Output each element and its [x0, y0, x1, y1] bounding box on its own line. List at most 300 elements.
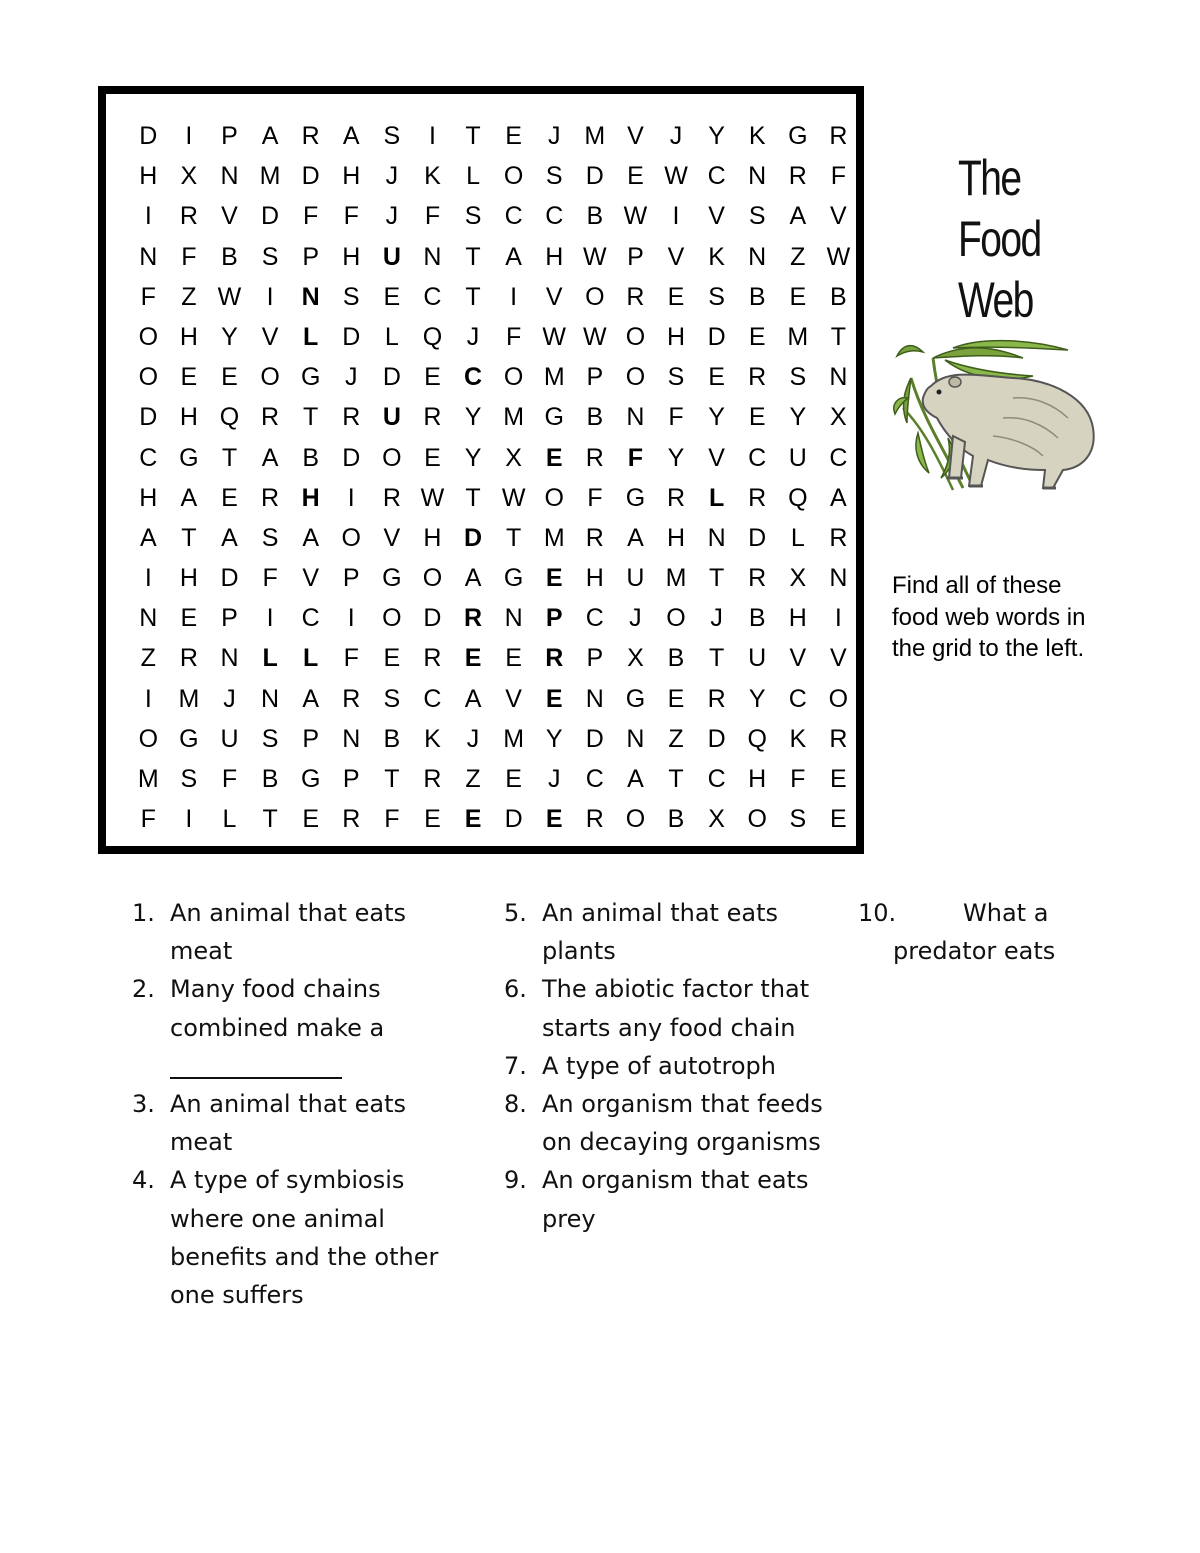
grid-letter: H	[423, 523, 442, 552]
grid-letter: H	[585, 564, 604, 593]
clue-number: 4.	[132, 1166, 155, 1195]
grid-letter: A	[789, 202, 807, 231]
grid-letter: E	[789, 282, 807, 311]
grid-letter: Z	[140, 644, 156, 673]
clue-number: 2.	[132, 975, 155, 1004]
grid-letter: I	[266, 604, 274, 633]
grid-letter: G	[625, 483, 646, 512]
grid-letter: E	[464, 644, 482, 673]
clue-number: 9.	[504, 1166, 527, 1195]
grid-letter: E	[830, 765, 847, 793]
grid-letter: I	[347, 604, 355, 633]
grid-letter: U	[748, 644, 767, 673]
clue-column-3	[858, 894, 1118, 970]
grid-letter: N	[220, 162, 239, 191]
grid-letter: J	[710, 604, 723, 633]
grid-letter: O	[625, 805, 646, 834]
grid-letter: L	[466, 162, 480, 191]
grid-letter: R	[423, 644, 442, 673]
grid-row	[128, 719, 859, 759]
clue-item-5	[504, 894, 824, 970]
grid-letter: R	[342, 684, 361, 713]
grid-letter: H	[139, 483, 158, 512]
grid-letter: L	[222, 805, 237, 834]
grid-letter: I	[144, 684, 152, 713]
grid-letter: W	[217, 282, 242, 311]
grid-letter: S	[667, 363, 685, 392]
grid-letter: M	[503, 724, 525, 753]
grid-letter: N	[139, 604, 158, 633]
grid-letter: I	[266, 282, 274, 311]
grid-letter: D	[139, 122, 158, 150]
grid-letter: A	[830, 483, 847, 512]
grid-letter: P	[302, 242, 320, 271]
grid-letter: F	[221, 765, 238, 793]
grid-letter: R	[666, 483, 686, 512]
grid-letter: S	[342, 282, 360, 311]
grid-letter: V	[830, 644, 847, 673]
grid-letter: J	[547, 122, 561, 150]
clue-text: A type of autotroph	[542, 1051, 776, 1080]
grid-letter: H	[179, 403, 198, 432]
grid-letter: W	[583, 322, 607, 351]
page-title	[958, 148, 1067, 331]
grid-letter: C	[585, 604, 604, 633]
grid-letter: I	[672, 202, 680, 231]
grid-letter: E	[383, 644, 401, 673]
grid-letter: O	[341, 523, 361, 552]
grid-letter: I	[144, 564, 152, 593]
clue-number: 1.	[132, 899, 155, 927]
grid-letter: C	[423, 684, 442, 713]
grid-letter: W	[623, 202, 648, 231]
grid-letter: K	[748, 122, 766, 150]
grid-letter: N	[626, 403, 645, 432]
grid-letter: F	[140, 282, 156, 311]
grid-letter: C	[139, 443, 158, 472]
grid-letter: M	[543, 523, 565, 552]
grid-letter: H	[179, 322, 198, 351]
grid-letter: X	[180, 162, 198, 191]
grid-letter: T	[465, 483, 481, 512]
grid-row	[128, 558, 859, 598]
grid-letter: H	[666, 523, 686, 552]
grid-letter: S	[180, 765, 198, 793]
grid-letter: N	[585, 684, 604, 713]
grid-letter: V	[545, 282, 563, 311]
grid-letter: X	[505, 443, 522, 472]
grid-letter: F	[303, 202, 319, 231]
grid-letter: I	[144, 202, 152, 231]
grid-letter: O	[382, 443, 402, 472]
grid-letter: G	[382, 564, 402, 593]
grid-letter: F	[384, 805, 400, 834]
grid-letter: W	[542, 322, 567, 351]
grid-letter: H	[545, 242, 564, 271]
title-line-3: Web	[958, 272, 1033, 328]
grid-letter: M	[503, 403, 525, 432]
grid-row	[128, 478, 859, 518]
grid-letter: O	[422, 564, 443, 593]
grid-letters	[128, 116, 859, 839]
grid-letter: I	[185, 122, 193, 150]
grid-letter: B	[748, 282, 766, 311]
grid-letter: I	[428, 122, 436, 150]
grid-letter: N	[748, 162, 767, 191]
grid-letter: D	[707, 724, 726, 753]
grid-letter: Q	[219, 403, 240, 432]
grid-letter: R	[585, 523, 604, 552]
grid-letter: B	[221, 242, 238, 271]
grid-letter: H	[342, 162, 361, 191]
grid-letter: Y	[708, 122, 725, 150]
grid-letter: W	[583, 242, 607, 271]
title-line-2: Food	[958, 211, 1041, 267]
grid-letter: J	[466, 724, 480, 753]
grid-letter: A	[302, 684, 320, 713]
grid-letter: D	[504, 805, 523, 834]
grid-letter: S	[789, 363, 807, 392]
grid-letter: P	[342, 765, 360, 793]
clue-text: A type of symbiosis where one animal benefits and the other one suffers	[170, 1166, 439, 1310]
rodent-illustration	[893, 338, 1103, 496]
grid-letter: R	[585, 805, 604, 834]
grid-letter: G	[179, 724, 199, 753]
grid-letter: R	[829, 724, 848, 753]
clue-text: An animal that eats plants	[542, 899, 778, 966]
grid-letter: E	[180, 604, 198, 633]
grid-letter: A	[302, 523, 320, 552]
grid-letter: P	[545, 604, 563, 633]
grid-letter: O	[503, 162, 524, 191]
grid-letter: A	[505, 242, 522, 271]
grid-letter: A	[180, 483, 198, 512]
grid-letter: A	[221, 523, 238, 552]
grid-letter: O	[503, 363, 524, 392]
grid-letter: B	[667, 644, 685, 673]
grid-letter: R	[342, 805, 361, 834]
grid-letter: B	[748, 604, 766, 633]
grid-letter: D	[301, 162, 320, 191]
grid-letter: E	[708, 363, 725, 392]
clue-text: An animal that eats meat	[170, 1090, 406, 1157]
grid-letter: V	[667, 242, 685, 271]
grid-letter: B	[667, 805, 685, 834]
grid-letter: D	[261, 202, 280, 231]
grid-letter: K	[708, 242, 725, 271]
grid-letter: N	[342, 724, 361, 753]
grid-letter: V	[383, 523, 401, 552]
grid-letter: F	[587, 483, 603, 512]
grid-row	[128, 357, 859, 397]
grid-letter: O	[138, 322, 159, 351]
grid-row	[128, 277, 859, 317]
grid-letter: P	[221, 604, 238, 633]
grid-letter: A	[261, 122, 279, 150]
title-line-1: The	[958, 150, 1021, 206]
grid-letter: R	[829, 122, 848, 150]
grid-letter: Y	[545, 724, 563, 753]
grid-letter: E	[424, 363, 441, 392]
grid-letter: P	[302, 724, 320, 753]
grid-letter: O	[585, 282, 605, 311]
grid-letter: J	[385, 162, 399, 191]
clue-text: What a predator eats	[893, 899, 1056, 966]
grid-letter: N	[829, 564, 848, 593]
grid-letter: T	[708, 564, 725, 593]
grid-letter: E	[545, 684, 563, 713]
clue-number: 6.	[504, 975, 527, 1004]
grid-letter: O	[138, 724, 159, 753]
clue-text: An animal that eats meat	[170, 899, 406, 966]
clue-column-2	[504, 894, 824, 1238]
grid-letter: W	[826, 242, 851, 271]
grid-letter: N	[220, 644, 239, 673]
grid-letter: C	[829, 443, 848, 472]
grid-letter: T	[221, 443, 238, 472]
clue-column-1	[132, 894, 462, 1314]
grid-letter: H	[179, 564, 198, 593]
grid-letter: R	[748, 363, 767, 392]
grid-letter: E	[830, 805, 847, 834]
grid-letter: C	[504, 202, 523, 231]
grid-letter: T	[465, 242, 481, 271]
grid-letter: E	[545, 564, 563, 593]
grid-letter: R	[464, 604, 483, 633]
grid-letter: D	[382, 363, 401, 392]
clue-number: 8.	[504, 1090, 527, 1119]
grid-letter: A	[342, 122, 360, 150]
grid-letter: F	[790, 765, 806, 793]
grid-letter: V	[302, 564, 320, 593]
grid-letter: C	[301, 604, 320, 633]
grid-letter: U	[382, 242, 401, 271]
grid-letter: D	[342, 322, 361, 351]
grid-letter: Y	[667, 443, 685, 472]
grid-letter: V	[627, 122, 644, 150]
grid-letter: R	[545, 644, 564, 673]
grid-letter: D	[585, 162, 604, 191]
grid-letter: D	[220, 564, 239, 593]
grid-letter: E	[180, 363, 198, 392]
grid-letter: E	[545, 443, 563, 472]
grid-letter: T	[303, 403, 319, 432]
grid-letter: F	[181, 242, 197, 271]
grid-letter: T	[262, 805, 278, 834]
grid-letter: E	[667, 684, 685, 713]
grid-letter: E	[424, 443, 441, 472]
clue-text: An organism that feeds on decaying organisms	[542, 1090, 823, 1157]
grid-letter: K	[424, 162, 441, 191]
grid-letter: Y	[789, 403, 807, 432]
grid-letter: T	[668, 765, 684, 793]
grid-letter: E	[545, 805, 563, 834]
grid-letter: O	[544, 483, 564, 512]
clue-number: 3.	[132, 1090, 155, 1118]
grid-letter: P	[586, 644, 604, 673]
grid-letter: C	[545, 202, 564, 231]
grid-letter: B	[830, 282, 847, 311]
grid-letter: Z	[668, 724, 684, 753]
clue-item-3	[132, 1085, 462, 1161]
grid-letter: L	[790, 523, 805, 552]
grid-letter: V	[708, 202, 725, 231]
grid-letter: B	[586, 403, 604, 432]
grid-letter: F	[343, 202, 359, 231]
grid-letter: R	[261, 403, 280, 432]
grid-letter: J	[629, 604, 642, 633]
grid-letter: S	[545, 162, 563, 191]
grid-letter: D	[139, 403, 158, 432]
grid-row	[128, 679, 859, 719]
grid-letter: T	[708, 644, 725, 673]
grid-letter: X	[627, 644, 644, 673]
grid-letter: E	[383, 282, 401, 311]
grid-letter: R	[261, 483, 280, 512]
grid-letter: U	[626, 564, 645, 593]
grid-letter: V	[708, 443, 725, 472]
grid-letter: G	[788, 122, 808, 150]
grid-row	[128, 317, 859, 357]
clue-item-7	[504, 1047, 824, 1085]
grid-letter: J	[345, 363, 358, 392]
grid-letter: I	[834, 604, 842, 633]
grid-letter: C	[707, 765, 726, 793]
grid-letter: X	[708, 805, 725, 834]
grid-letter: M	[178, 684, 200, 713]
clue-item-6	[504, 970, 824, 1046]
grid-letter: A	[464, 684, 482, 713]
grid-letter: V	[505, 684, 522, 713]
clue-item-2	[132, 970, 462, 1085]
grid-letter: L	[303, 644, 319, 673]
grid-letter: N	[261, 684, 280, 713]
grid-letter: O	[828, 684, 849, 713]
grid-row	[128, 196, 859, 236]
grid-letter: Q	[747, 724, 767, 753]
grid-letter: R	[179, 644, 198, 673]
grid-letter: H	[666, 322, 686, 351]
grid-letter: L	[262, 644, 278, 673]
grid-letter: J	[466, 322, 480, 351]
clue-item-10	[858, 894, 1118, 970]
grid-letter: L	[384, 322, 399, 351]
grid-row	[128, 237, 859, 277]
grid-letter: W	[420, 483, 445, 512]
grid-row	[128, 116, 859, 156]
grid-letter: K	[424, 724, 441, 753]
grid-letter: I	[347, 483, 355, 512]
grid-letter: N	[707, 523, 726, 552]
grid-letter: Y	[221, 322, 238, 351]
clue-item-9	[504, 1161, 824, 1237]
grid-letter: G	[179, 443, 199, 472]
grid-letter: N	[301, 282, 320, 311]
grid-letter: T	[830, 322, 847, 351]
grid-letter: S	[261, 242, 279, 271]
grid-letter: J	[547, 765, 561, 793]
grid-letter: C	[585, 765, 604, 793]
grid-letter: N	[748, 242, 767, 271]
grid-letter: M	[665, 564, 687, 593]
grid-letter: G	[300, 363, 321, 392]
grid-letter: E	[667, 282, 685, 311]
clue-item-8	[504, 1085, 824, 1161]
grid-letter: C	[423, 282, 442, 311]
grid-letter: S	[748, 202, 766, 231]
grid-letter: X	[830, 403, 847, 432]
grid-letter: Z	[181, 282, 197, 311]
grid-letter: C	[748, 443, 767, 472]
grid-letter: E	[505, 765, 522, 793]
grid-letter: M	[787, 322, 809, 351]
grid-letter: S	[789, 805, 807, 834]
grid-letter: U	[220, 724, 239, 753]
clue-text: The abiotic factor that starts any food chain	[542, 975, 810, 1042]
grid-letter: D	[423, 604, 442, 633]
grid-letter: P	[627, 242, 644, 271]
grid-letter: R	[301, 122, 320, 150]
grid-letter: R	[626, 282, 645, 311]
grid-letter: E	[627, 162, 644, 191]
grid-letter: A	[261, 443, 279, 472]
rodent-eating-plant-icon	[893, 338, 1103, 496]
answer-blank-line	[170, 1047, 462, 1085]
grid-letter: S	[261, 523, 279, 552]
grid-row	[128, 759, 859, 799]
grid-letter: N	[423, 242, 442, 271]
grid-letter: Z	[790, 242, 806, 271]
grid-letter: M	[259, 162, 281, 191]
grid-letter: J	[669, 122, 683, 150]
grid-letter: E	[748, 322, 766, 351]
grid-letter: C	[788, 684, 807, 713]
grid-letter: L	[303, 322, 319, 351]
grid-letter: O	[138, 363, 159, 392]
grid-letter: F	[506, 322, 522, 351]
grid-letter: V	[789, 644, 807, 673]
grid-letter: H	[748, 765, 767, 793]
grid-letter: D	[707, 322, 726, 351]
grid-letter: F	[424, 202, 441, 231]
grid-letter: Z	[465, 765, 481, 793]
grid-letter: W	[501, 483, 526, 512]
grid-letter: O	[382, 604, 402, 633]
grid-letter: T	[384, 765, 400, 793]
grid-letter: C	[464, 363, 483, 392]
grid-letter: B	[383, 724, 401, 753]
grid-letter: Q	[422, 322, 443, 351]
grid-letter: M	[137, 765, 159, 793]
grid-letter: F	[140, 805, 156, 834]
clue-item-4	[132, 1161, 462, 1314]
grid-letter: P	[221, 122, 238, 150]
grid-letter: R	[707, 684, 726, 713]
grid-letter: Y	[464, 403, 482, 432]
grid-letter: P	[586, 363, 604, 392]
grid-letter: T	[465, 122, 481, 150]
clue-number: 7.	[504, 1051, 527, 1080]
grid-letter: I	[510, 282, 518, 311]
grid-letter: B	[261, 765, 279, 793]
grid-letter: A	[627, 765, 644, 793]
grid-letter: O	[260, 363, 280, 392]
grid-letter: R	[829, 523, 848, 552]
grid-letter: U	[382, 403, 401, 432]
grid-letter: F	[830, 162, 847, 191]
grid-letter: G	[625, 684, 646, 713]
grid-letter: R	[748, 483, 767, 512]
